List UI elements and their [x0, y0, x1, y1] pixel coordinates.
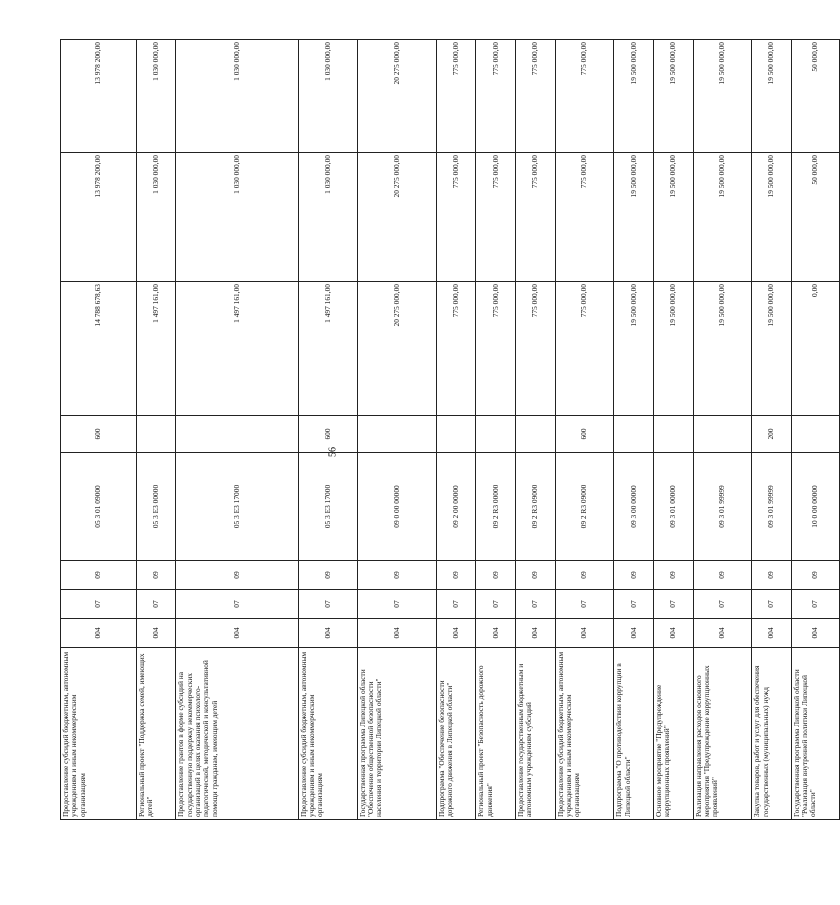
amount-year1-cell: 19 500 000,00 [693, 282, 752, 416]
target-article-cell: 09 2 R3 00000 [476, 453, 516, 561]
expense-type-cell [476, 416, 516, 453]
amount-year3-cell: 1 030 000,00 [176, 40, 298, 153]
section-code-cell: 07 [298, 590, 357, 619]
row-name-cell: Предоставление грантов в форме субсидий на государственную поддержку некоммерческих организаций в целях оказания психолого-педагогической, методической и консультативной помощи гражданам, имеющим детей [176, 648, 298, 820]
amount-year3-cell: 19 500 000,00 [693, 40, 752, 153]
admin-code-cell: 004 [614, 619, 654, 648]
row-name-cell: Подпрограмма "Обеспечение безопасности дорожного движения в Липецкой области" [436, 648, 476, 820]
table-row [653, 40, 693, 820]
amount-year3-cell: 19 500 000,00 [614, 40, 654, 153]
amount-year1-cell: 0,00 [791, 282, 839, 416]
amount-year3-cell: 19 500 000,00 [752, 40, 792, 153]
subsection-code-cell: 09 [791, 561, 839, 590]
subsection-code-cell: 09 [476, 561, 516, 590]
table-row [555, 40, 614, 820]
target-article-cell: 09 2 R3 09000 [516, 453, 556, 561]
expense-type-cell [693, 416, 752, 453]
subsection-code-cell: 09 [516, 561, 556, 590]
row-name-cell: Государственная программа Липецкой области "Реализация внутренней политики Липецкой области" [791, 648, 839, 820]
table-row [436, 40, 476, 820]
row-name-cell: Предоставление субсидий бюджетным, автономным учреждениям и иным некоммерческим организациям [555, 648, 614, 820]
amount-year1-cell: 1 497 161,00 [176, 282, 298, 416]
expense-type-cell: 200 [752, 416, 792, 453]
amount-year3-cell: 775 000,00 [555, 40, 614, 153]
subsection-code-cell: 09 [614, 561, 654, 590]
section-code-cell: 07 [791, 590, 839, 619]
admin-code-cell: 004 [555, 619, 614, 648]
admin-code-cell: 004 [752, 619, 792, 648]
table-body [61, 40, 840, 820]
expense-type-cell [357, 416, 436, 453]
target-article-cell: 09 3 01 99999 [752, 453, 792, 561]
expense-type-cell [136, 416, 176, 453]
admin-code-cell: 004 [791, 619, 839, 648]
expense-type-cell [791, 416, 839, 453]
page-number: 56 [327, 447, 339, 457]
amount-year3-cell: 50 000,00 [791, 40, 839, 153]
target-article-cell: 09 0 00 00000 [357, 453, 436, 561]
target-article-cell: 05 3 E3 00000 [136, 453, 176, 561]
subsection-code-cell: 09 [357, 561, 436, 590]
section-code-cell: 07 [357, 590, 436, 619]
section-code-cell: 07 [516, 590, 556, 619]
amount-year1-cell: 775 000,00 [436, 282, 476, 416]
amount-year2-cell: 775 000,00 [436, 153, 476, 282]
admin-code-cell: 004 [476, 619, 516, 648]
admin-code-cell: 004 [516, 619, 556, 648]
admin-code-cell: 004 [176, 619, 298, 648]
row-name-cell: Региональный проект "Безопасность дорожного движения" [476, 648, 516, 820]
section-code-cell: 07 [653, 590, 693, 619]
subsection-code-cell: 09 [136, 561, 176, 590]
row-name-cell: Государственная программа Липецкой области "Обеспечение общественной безопасности населения и территории Липецкой области" [357, 648, 436, 820]
amount-year2-cell: 19 500 000,00 [653, 153, 693, 282]
target-article-cell: 10 0 00 00000 [791, 453, 839, 561]
amount-year2-cell: 19 500 000,00 [614, 153, 654, 282]
amount-year1-cell: 775 000,00 [555, 282, 614, 416]
amount-year3-cell: 775 000,00 [436, 40, 476, 153]
expense-type-cell [653, 416, 693, 453]
amount-year2-cell: 775 000,00 [516, 153, 556, 282]
section-code-cell: 07 [693, 590, 752, 619]
amount-year3-cell: 775 000,00 [476, 40, 516, 153]
amount-year1-cell: 20 275 000,00 [357, 282, 436, 416]
admin-code-cell: 004 [298, 619, 357, 648]
target-article-cell: 09 3 01 00000 [653, 453, 693, 561]
table-row [752, 40, 792, 820]
amount-year1-cell: 19 500 000,00 [653, 282, 693, 416]
subsection-code-cell: 09 [752, 561, 792, 590]
admin-code-cell: 004 [136, 619, 176, 648]
table-row [136, 40, 176, 820]
amount-year2-cell: 19 500 000,00 [752, 153, 792, 282]
target-article-cell: 09 2 R3 09000 [555, 453, 614, 561]
expense-type-cell: 600 [61, 416, 137, 453]
amount-year3-cell: 13 978 200,00 [61, 40, 137, 153]
table-row [61, 40, 137, 820]
section-code-cell: 07 [61, 590, 137, 619]
amount-year3-cell: 19 500 000,00 [653, 40, 693, 153]
amount-year1-cell: 1 497 161,00 [136, 282, 176, 416]
subsection-code-cell: 09 [436, 561, 476, 590]
amount-year3-cell: 20 275 000,00 [357, 40, 436, 153]
expense-type-cell [614, 416, 654, 453]
target-article-cell: 09 2 00 00000 [436, 453, 476, 561]
section-code-cell: 07 [176, 590, 298, 619]
row-name-cell: Подпрограмма "О противодействии коррупции в Липецкой области" [614, 648, 654, 820]
amount-year2-cell: 19 500 000,00 [693, 153, 752, 282]
admin-code-cell: 004 [653, 619, 693, 648]
amount-year2-cell: 13 978 200,00 [61, 153, 137, 282]
row-name-cell: Предоставление государственным бюджетным и автономным учреждениям субсидий [516, 648, 556, 820]
amount-year2-cell: 50 000,00 [791, 153, 839, 282]
expense-type-cell [516, 416, 556, 453]
amount-year1-cell: 775 000,00 [516, 282, 556, 416]
amount-year1-cell: 775 000,00 [476, 282, 516, 416]
amount-year3-cell: 775 000,00 [516, 40, 556, 153]
row-name-cell: Предоставление субсидий бюджетным, автономным учреждениям и иным некоммерческим организациям [298, 648, 357, 820]
amount-year2-cell: 1 030 000,00 [136, 153, 176, 282]
amount-year2-cell: 775 000,00 [476, 153, 516, 282]
expense-type-cell [176, 416, 298, 453]
section-code-cell: 07 [614, 590, 654, 619]
table-row [791, 40, 839, 820]
admin-code-cell: 004 [693, 619, 752, 648]
section-code-cell: 07 [555, 590, 614, 619]
row-name-cell: Региональный проект "Поддержка семей, имеющих детей" [136, 648, 176, 820]
amount-year1-cell: 19 500 000,00 [614, 282, 654, 416]
target-article-cell: 05 3 01 09000 [61, 453, 137, 561]
subsection-code-cell: 09 [61, 561, 137, 590]
target-article-cell: 09 3 00 00000 [614, 453, 654, 561]
expense-type-cell: 600 [298, 416, 357, 453]
section-code-cell: 07 [476, 590, 516, 619]
table-row [298, 40, 357, 820]
table-row [476, 40, 516, 820]
admin-code-cell: 004 [357, 619, 436, 648]
admin-code-cell: 004 [436, 619, 476, 648]
admin-code-cell: 004 [61, 619, 137, 648]
subsection-code-cell: 09 [298, 561, 357, 590]
target-article-cell: 09 3 01 99999 [693, 453, 752, 561]
row-name-cell: Предоставление субсидий бюджетным, автономным учреждениям и иным некоммерческим организациям [61, 648, 137, 820]
row-name-cell: Основное мероприятие "Предупреждение коррупционных проявлений" [653, 648, 693, 820]
amount-year1-cell: 14 788 678,63 [61, 282, 137, 416]
subsection-code-cell: 09 [693, 561, 752, 590]
amount-year2-cell: 20 275 000,00 [357, 153, 436, 282]
row-name-cell: Реализация направления расходов основного мероприятия "Предупреждение коррупционных проявлений" [693, 648, 752, 820]
table-row [614, 40, 654, 820]
amount-year2-cell: 775 000,00 [555, 153, 614, 282]
subsection-code-cell: 09 [555, 561, 614, 590]
expense-type-cell: 600 [555, 416, 614, 453]
row-name-cell: Закупка товаров, работ и услуг для обеспечения государственных (муниципальных) нужд [752, 648, 792, 820]
table-row [176, 40, 298, 820]
section-code-cell: 07 [136, 590, 176, 619]
amount-year2-cell: 1 030 000,00 [298, 153, 357, 282]
budget-table [60, 39, 840, 820]
amount-year3-cell: 1 030 000,00 [298, 40, 357, 153]
table-row [516, 40, 556, 820]
table-row [357, 40, 436, 820]
subsection-code-cell: 09 [176, 561, 298, 590]
target-article-cell: 05 3 E3 17000 [176, 453, 298, 561]
amount-year1-cell: 19 500 000,00 [752, 282, 792, 416]
target-article-cell: 05 3 E3 17000 [298, 453, 357, 561]
amount-year1-cell: 1 497 161,00 [298, 282, 357, 416]
section-code-cell: 07 [436, 590, 476, 619]
subsection-code-cell: 09 [653, 561, 693, 590]
section-code-cell: 07 [752, 590, 792, 619]
expense-type-cell [436, 416, 476, 453]
table-row [693, 40, 752, 820]
amount-year3-cell: 1 030 000,00 [136, 40, 176, 153]
amount-year2-cell: 1 030 000,00 [176, 153, 298, 282]
